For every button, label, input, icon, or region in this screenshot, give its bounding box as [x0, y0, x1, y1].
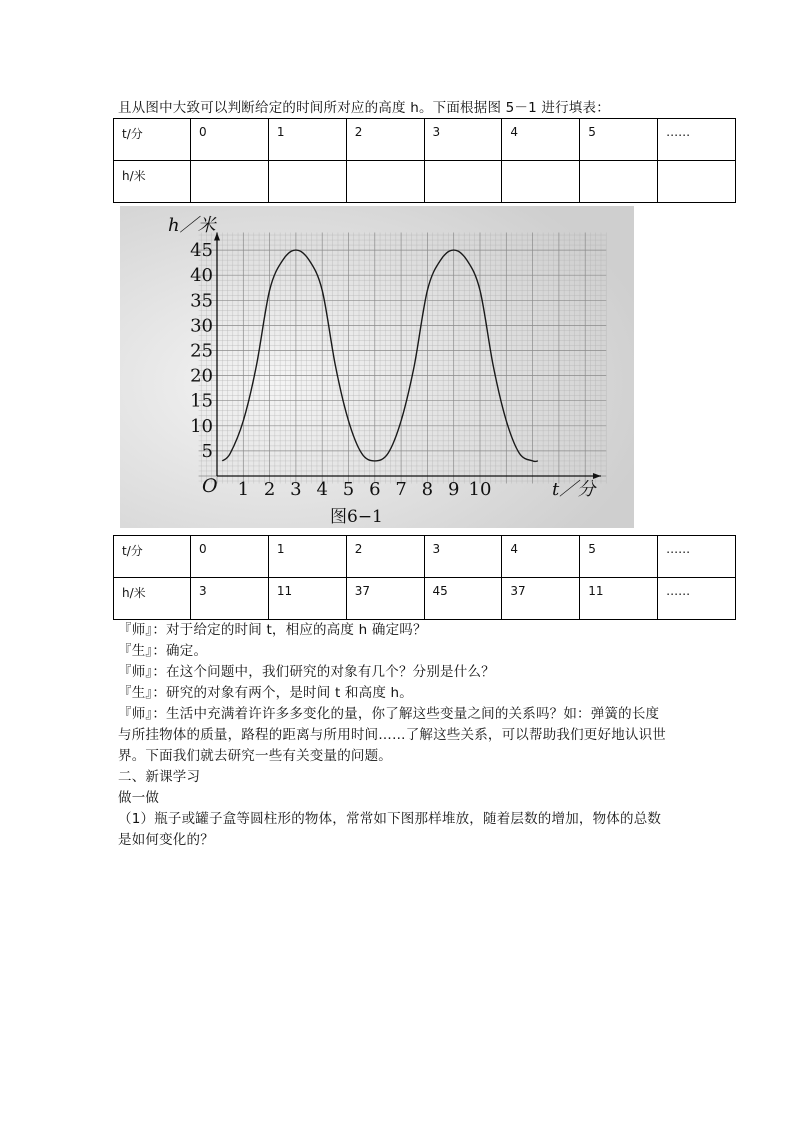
table-cell: 4: [502, 119, 580, 161]
table-cell: 37: [502, 578, 580, 620]
table-cell: 5: [580, 119, 658, 161]
x-tick-label: 7: [395, 479, 407, 500]
table-cell: 5: [580, 536, 658, 578]
table-cell: [191, 161, 269, 203]
table-cell: 3: [424, 119, 502, 161]
chart-svg: [120, 206, 634, 528]
x-tick-label: 9: [447, 479, 460, 500]
height-time-figure: [120, 206, 634, 528]
table-cell: 37: [346, 578, 424, 620]
table-cell: ……: [658, 536, 736, 578]
table-cell: [268, 161, 346, 203]
x-tick-label: 5: [342, 479, 355, 500]
empty-table: [113, 118, 736, 203]
table-cell: [424, 161, 502, 203]
filled-table: [113, 535, 736, 620]
question-line: 是如何变化的？: [118, 832, 214, 848]
x-tick-label: 10: [468, 479, 492, 500]
x-tick-label: 6: [369, 479, 381, 500]
dialogue-line: 『师』：对于给定的时间 t，相应的高度 h 确定吗？: [118, 622, 427, 638]
table-cell: 45: [424, 578, 502, 620]
x-tick-label: 1: [237, 479, 250, 500]
table-cell: 2: [346, 119, 424, 161]
chart-title: 图6−1: [330, 507, 383, 527]
subsection-heading: 做一做: [118, 790, 160, 806]
x-tick-label: 4: [316, 479, 328, 500]
y-tick-label: 30: [190, 315, 213, 337]
table-cell: t/分: [114, 119, 191, 161]
table-cell: 1: [268, 536, 346, 578]
dialogue-line: 『师』：在这个问题中，我们研究的对象有几个？分别是什么？: [118, 664, 495, 680]
dialogue-line: 界。下面我们就去研究一些有关变量的问题。: [118, 748, 392, 764]
table-cell: 1: [268, 119, 346, 161]
table-cell: 0: [191, 536, 269, 578]
table-cell: 3: [191, 578, 269, 620]
y-tick-label: 40: [190, 265, 213, 287]
origin-label: O: [202, 475, 218, 497]
x-tick-label: 8: [421, 479, 434, 500]
table-cell: [346, 161, 424, 203]
table-row: [114, 161, 736, 203]
dialogue-line: 与所挂物体的质量，路程的距离与所用时间……了解这些关系，可以帮助我们更好地认识世: [118, 727, 666, 743]
y-tick-label: 35: [190, 290, 213, 312]
table-cell: 2: [346, 536, 424, 578]
table-cell: 3: [424, 536, 502, 578]
y-tick-label: 20: [190, 365, 213, 387]
table-cell: [658, 161, 736, 203]
table-cell: 4: [502, 536, 580, 578]
table-cell: 0: [191, 119, 269, 161]
table-cell: h/米: [114, 161, 191, 203]
y-tick-label: 45: [190, 240, 213, 262]
table-row: [114, 536, 736, 578]
table-cell: h/米: [114, 578, 191, 620]
y-tick-label: 10: [190, 415, 213, 437]
table-cell: [580, 161, 658, 203]
table-cell: 11: [580, 578, 658, 620]
table-row: [114, 119, 736, 161]
table-row: [114, 578, 736, 620]
table-cell: ……: [658, 578, 736, 620]
table-cell: ……: [658, 119, 736, 161]
section-heading: 二、新课学习: [118, 769, 201, 785]
x-axis-label: t／分: [552, 479, 596, 500]
dialogue-line: 『师』：生活中充满着许许多多变化的量，你了解这些变量之间的关系吗？如：弹簧的长度: [118, 706, 660, 722]
table-cell: 11: [268, 578, 346, 620]
y-tick-label: 15: [190, 390, 213, 412]
dialogue-line: 『生』：确定。: [118, 643, 208, 659]
y-axis-label: h／米: [168, 215, 216, 236]
table-cell: t/分: [114, 536, 191, 578]
table-cell: [502, 161, 580, 203]
intro-text: 且从图中大致可以判断给定的时间所对应的高度 h。下面根据图 5－1 进行填表：: [118, 100, 610, 116]
dialogue-line: 『生』：研究的对象有两个，是时间 t 和高度 h。: [118, 685, 413, 701]
y-tick-label: 5: [201, 440, 213, 462]
question-line: （1）瓶子或罐子盒等圆柱形的物体，常常如下图那样堆放，随着层数的增加，物体的总数: [118, 811, 662, 827]
y-tick-label: 25: [190, 340, 213, 362]
x-tick-label: 3: [290, 479, 302, 500]
x-tick-label: 2: [263, 479, 276, 500]
